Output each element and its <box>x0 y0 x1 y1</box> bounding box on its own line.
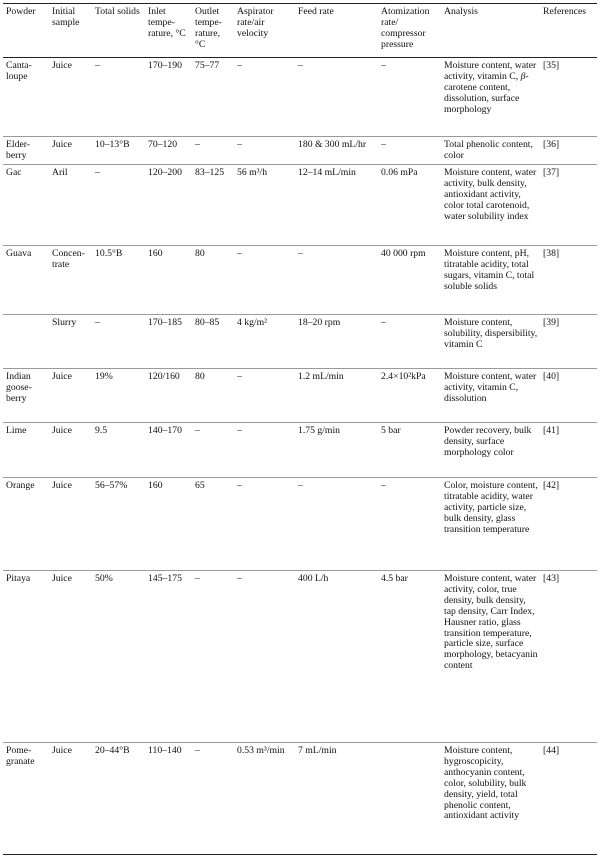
cell-total-solids: 19% <box>92 369 145 423</box>
analysis-text: Moisture content, water activity, bulk density, antioxidant activity, color total carotenoid, water solubility index <box>444 167 537 222</box>
cell-references: [42] <box>540 478 597 571</box>
cell-analysis <box>441 137 540 165</box>
cell-powder: Orange <box>3 478 49 571</box>
cell-feed-rate: – <box>295 478 378 571</box>
analysis-text: Moisture content, pH, titratable acidity, total sugars, vitamin C, total soluble solids <box>444 248 535 292</box>
cell-total-solids: 50% <box>92 571 145 743</box>
cell-analysis <box>441 58 540 137</box>
cell-analysis <box>441 743 540 855</box>
cell-analysis <box>441 423 540 478</box>
cell-references: [43] <box>540 571 597 743</box>
cell-powder: Indian goose-berry <box>3 369 49 423</box>
analysis-text: Total phenolic content, color <box>444 139 533 161</box>
cell-powder <box>3 315 49 369</box>
cell-inlet-temperature: 70–120 <box>145 137 192 165</box>
cell-aspirator-rate: 0.53 m³/min <box>234 743 295 855</box>
cell-inlet-temperature: 160 <box>145 478 192 571</box>
cell-feed-rate: – <box>295 58 378 137</box>
cell-atomization-rate: 2.4×10²kPa <box>378 369 441 423</box>
cell-total-solids: – <box>92 165 145 246</box>
cell-analysis <box>441 315 540 369</box>
cell-outlet-temperature: 80–85 <box>192 315 234 369</box>
cell-references: [40] <box>540 369 597 423</box>
cell-aspirator-rate: – <box>234 571 295 743</box>
cell-total-solids: – <box>92 58 145 137</box>
cell-feed-rate: 1.2 mL/min <box>295 369 378 423</box>
cell-atomization-rate: – <box>378 137 441 165</box>
table-row <box>3 743 597 855</box>
cell-feed-rate: 18–20 rpm <box>295 315 378 369</box>
analysis-text: Color, moisture content, titratable acidity, water activity, particle size, bulk density, glass transition temperature <box>444 480 538 535</box>
cell-aspirator-rate: – <box>234 137 295 165</box>
header-total-solids: Total solids <box>92 4 145 58</box>
cell-powder: Pome-granate <box>3 743 49 855</box>
table-row <box>3 478 597 571</box>
cell-analysis <box>441 369 540 423</box>
header-aspirator-rate: Aspirator rate/air velocity <box>234 4 295 58</box>
cell-references: [41] <box>540 423 597 478</box>
cell-references: [39] <box>540 315 597 369</box>
analysis-greek-letter: β <box>520 70 526 82</box>
cell-outlet-temperature: 65 <box>192 478 234 571</box>
cell-aspirator-rate: – <box>234 246 295 315</box>
cell-initial-sample: Juice <box>49 743 92 855</box>
cell-initial-sample: Juice <box>49 478 92 571</box>
cell-outlet-temperature: – <box>192 571 234 743</box>
cell-outlet-temperature: – <box>192 743 234 855</box>
cell-atomization-rate: 0.06 mPa <box>378 165 441 246</box>
header-inlet-temperature: Inlet tempe-rature, °C <box>145 4 192 58</box>
cell-aspirator-rate: – <box>234 369 295 423</box>
cell-initial-sample: Slurry <box>49 315 92 369</box>
cell-references: [44] <box>540 743 597 855</box>
cell-inlet-temperature: 120–200 <box>145 165 192 246</box>
cell-analysis <box>441 165 540 246</box>
cell-atomization-rate <box>378 743 441 855</box>
header-atomization-rate: Atomization rate/ compressor pressure <box>378 4 441 58</box>
cell-atomization-rate: – <box>378 478 441 571</box>
analysis-text: Powder recovery, bulk density, surface morphology color <box>444 425 532 458</box>
table-row <box>3 571 597 743</box>
analysis-text: Moisture content, solubility, dispersibility, vitamin C <box>444 317 538 350</box>
cell-analysis <box>441 246 540 315</box>
cell-atomization-rate: – <box>378 58 441 137</box>
cell-outlet-temperature: – <box>192 137 234 165</box>
header-analysis: Analysis <box>441 4 540 58</box>
cell-initial-sample: Juice <box>49 137 92 165</box>
cell-powder: Lime <box>3 423 49 478</box>
cell-initial-sample: Juice <box>49 58 92 137</box>
cell-initial-sample: Aril <box>49 165 92 246</box>
table-row <box>3 137 597 165</box>
table-row <box>3 58 597 137</box>
cell-inlet-temperature: 140–170 <box>145 423 192 478</box>
header-initial-sample: Initial sample <box>49 4 92 58</box>
cell-references: [35] <box>540 58 597 137</box>
cell-powder: Elder-berry <box>3 137 49 165</box>
cell-feed-rate: – <box>295 246 378 315</box>
cell-atomization-rate: 5 bar <box>378 423 441 478</box>
table-header-row <box>3 4 597 58</box>
cell-feed-rate: 400 L/h <box>295 571 378 743</box>
cell-total-solids: 20–44°B <box>92 743 145 855</box>
cell-aspirator-rate: 4 kg/m² <box>234 315 295 369</box>
cell-total-solids: – <box>92 315 145 369</box>
header-powder: Powder <box>3 4 49 58</box>
header-feed-rate: Feed rate <box>295 4 378 58</box>
analysis-text: -carotene content, dissolution, surface morphology <box>444 70 529 115</box>
cell-outlet-temperature: – <box>192 423 234 478</box>
cell-atomization-rate: 4.5 bar <box>378 571 441 743</box>
cell-powder: Gac <box>3 165 49 246</box>
cell-initial-sample: Concen-trate <box>49 246 92 315</box>
table-body <box>3 58 597 855</box>
cell-inlet-temperature: 170–185 <box>145 315 192 369</box>
cell-references: [36] <box>540 137 597 165</box>
analysis-text: Moisture content, water activity, color, true density, bulk density, tap density, Carr Index, Hausner ratio, glass transition temperature, particle size, surface morphology, betacyanin content <box>444 573 538 672</box>
cell-aspirator-rate: – <box>234 478 295 571</box>
cell-total-solids: 10–13°B <box>92 137 145 165</box>
cell-powder: Guava <box>3 246 49 315</box>
cell-atomization-rate: 40 000 rpm <box>378 246 441 315</box>
table-row <box>3 315 597 369</box>
cell-analysis <box>441 571 540 743</box>
analysis-text: Moisture content, water activity, vitamin C, <box>444 60 537 82</box>
analysis-text: Moisture content, hygroscopicity, anthocyanin content, color, solubility, bulk density, yield, total phenolic content, antioxidant activity <box>444 745 527 822</box>
cell-feed-rate: 180 & 300 mL/hr <box>295 137 378 165</box>
cell-outlet-temperature: 80 <box>192 246 234 315</box>
cell-powder: Pitaya <box>3 571 49 743</box>
table-row <box>3 369 597 423</box>
analysis-text: Moisture content, water activity, vitamin C, dissolution <box>444 371 537 404</box>
header-outlet-temperature: Outlet tempe-rature, °C <box>192 4 234 58</box>
cell-aspirator-rate: – <box>234 423 295 478</box>
cell-analysis <box>441 478 540 571</box>
cell-feed-rate: 1.75 g/min <box>295 423 378 478</box>
cell-inlet-temperature: 145–175 <box>145 571 192 743</box>
cell-inlet-temperature: 120/160 <box>145 369 192 423</box>
cell-outlet-temperature: 75–77 <box>192 58 234 137</box>
cell-outlet-temperature: 80 <box>192 369 234 423</box>
cell-outlet-temperature: 83–125 <box>192 165 234 246</box>
cell-inlet-temperature: 160 <box>145 246 192 315</box>
cell-total-solids: 10.5°B <box>92 246 145 315</box>
cell-inlet-temperature: 170–190 <box>145 58 192 137</box>
cell-references: [37] <box>540 165 597 246</box>
cell-powder: Canta-loupe <box>3 58 49 137</box>
cell-feed-rate: 7 mL/min <box>295 743 378 855</box>
cell-feed-rate: 12–14 mL/min <box>295 165 378 246</box>
cell-atomization-rate: – <box>378 315 441 369</box>
cell-aspirator-rate: – <box>234 58 295 137</box>
cell-references: [38] <box>540 246 597 315</box>
spray-drying-table <box>3 3 597 855</box>
cell-aspirator-rate: 56 m³/h <box>234 165 295 246</box>
cell-total-solids: 56–57% <box>92 478 145 571</box>
cell-initial-sample: Juice <box>49 369 92 423</box>
table-row <box>3 246 597 315</box>
table-row <box>3 165 597 246</box>
table-row <box>3 423 597 478</box>
cell-total-solids: 9.5 <box>92 423 145 478</box>
header-references: References <box>540 4 597 58</box>
cell-initial-sample: Juice <box>49 423 92 478</box>
cell-initial-sample: Juice <box>49 571 92 743</box>
cell-inlet-temperature: 110–140 <box>145 743 192 855</box>
